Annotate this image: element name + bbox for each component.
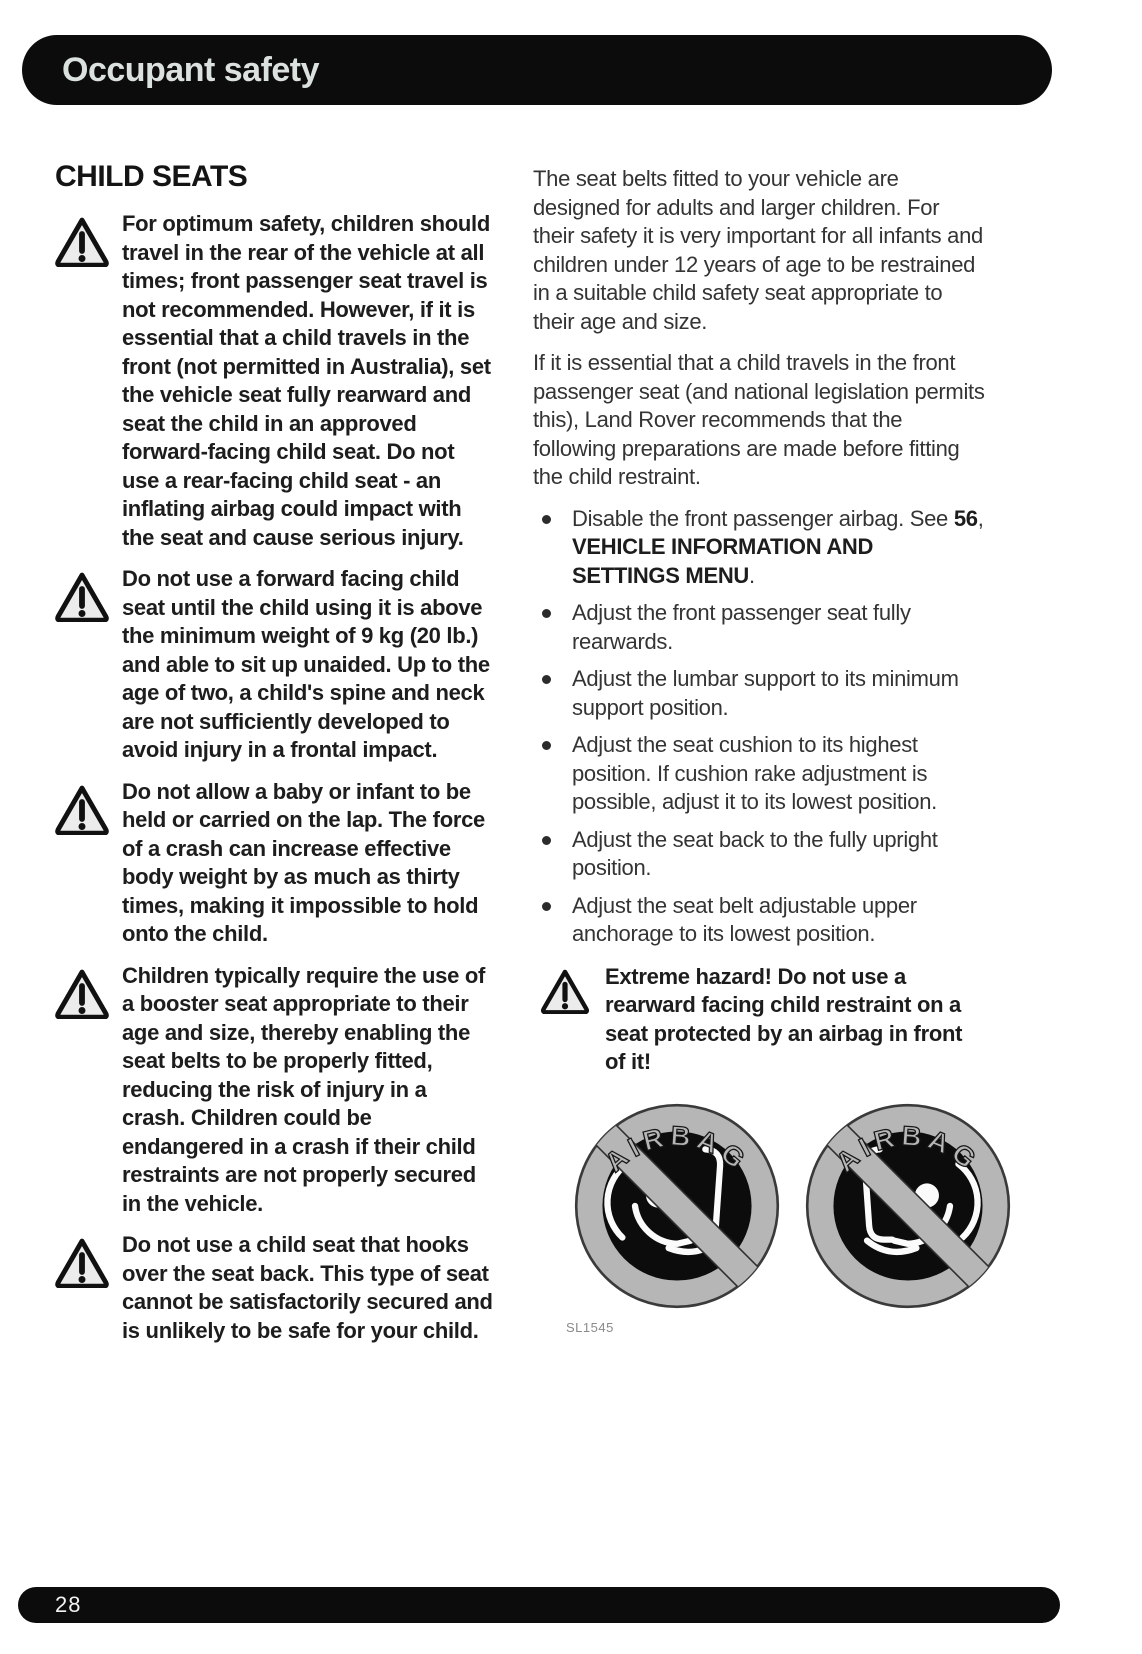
warning-text: Do not use a child seat that hooks over the seat back. This type of seat cannot be satisfactorily secured and is unlikely to be safe for your child. <box>122 1232 493 1343</box>
airbag-arched-label: AIRBAG <box>598 1119 756 1178</box>
airbag-warning-figure <box>566 1101 1013 1335</box>
list-item: Adjust the seat belt adjustable upper anchorage to its lowest position. <box>533 892 985 949</box>
list-item-text: , <box>977 505 984 531</box>
list-item: Adjust the seat cushion to its highest position. If cushion rake adjustment is possible, adjust it to its lowest position. <box>533 731 985 817</box>
warning-text: Children typically require the use of a booster seat appropriate to their age and size, thereby enabling the seat belts to be properly fitted, reducing the risk of injury in a crash. Children could be endangered in a crash if their child restraints are not properly secured in the vehicle. <box>122 962 485 1216</box>
left-column <box>55 160 493 1358</box>
list-item <box>533 505 985 591</box>
list-item-text: . <box>749 562 755 588</box>
no-rearward-child-seat-airbag-icon-left <box>572 1101 782 1311</box>
warning-text: Do not allow a baby or infant to be held or carried on the lap. The force of a crash can increase effective body weight by as much as thirty times, making it impossible to hold onto the child. <box>122 778 485 946</box>
warning-triangle-icon <box>541 969 589 1014</box>
warning-triangle-icon <box>55 785 109 835</box>
warning-item <box>55 1231 493 1345</box>
warning-triangle-icon <box>55 969 109 1019</box>
list-item: Adjust the seat back to the fully upright position. <box>533 826 985 883</box>
no-rearward-child-seat-airbag-icon-right <box>803 1101 1013 1311</box>
page-reference: 56 <box>953 505 978 531</box>
warning-item <box>55 778 493 949</box>
warning-item <box>533 963 985 1077</box>
body-paragraph: If it is essential that a child travels in the front passenger seat (and national legislation permits this), Land Rover recommends that the following preparations are made before fitting the child restraint. <box>533 350 985 489</box>
list-item: Adjust the lumbar support to its minimum support position. <box>533 665 985 722</box>
warning-text: Do not use a forward facing child seat until the child using it is above the minimum weight of 9 kg (20 lb.) and able to sit up unaided. Up to the age of two, a child's spine and neck are not sufficiently developed to avoid injury in a frontal impact. <box>122 566 490 762</box>
warning-triangle-icon <box>55 572 109 622</box>
warning-item <box>55 962 493 1219</box>
warning-text: For optimum safety, children should travel in the rear of the vehicle at all times; front passenger seat travel is not recommended. However, if it is essential that a child travels in the front (not permitted in Australia), set the vehicle seat fully rearward and seat the child in an approved forward-facing child seat. Do not use a rear-facing child seat - an inflating airbag could impact with the seat and cause serious injury. <box>122 211 491 550</box>
page-number: 28 <box>55 1592 82 1617</box>
right-column <box>533 165 987 1335</box>
figure-code: SL1545 <box>566 1319 614 1335</box>
list-item-text: Disable the front passenger airbag. See <box>572 505 954 531</box>
warning-item <box>55 210 493 552</box>
menu-reference: VEHICLE INFORMATION AND SETTINGS MENU <box>572 534 874 588</box>
warning-text: Extreme hazard! Do not use a rearward facing child restraint on a seat protected by an airbag in front of it! <box>605 963 963 1074</box>
page-heading: CHILD SEATS <box>55 160 248 193</box>
section-title: Occupant safety <box>62 50 320 89</box>
section-header-bar <box>22 35 1052 105</box>
airbag-arched-label: AIRBAG <box>829 1119 987 1178</box>
warning-item <box>55 565 493 765</box>
warning-triangle-icon <box>55 1238 109 1288</box>
list-item: Adjust the front passenger seat fully rearwards. <box>533 599 985 656</box>
preparation-list <box>533 505 985 949</box>
page-footer-bar <box>18 1587 1060 1623</box>
warning-triangle-icon <box>55 217 109 267</box>
body-paragraph: The seat belts fitted to your vehicle are designed for adults and larger children. For their safety it is very important for all infants and children under 12 years of age to be restrained in a suitable child safety seat appropriate to their age and size. <box>533 166 983 334</box>
